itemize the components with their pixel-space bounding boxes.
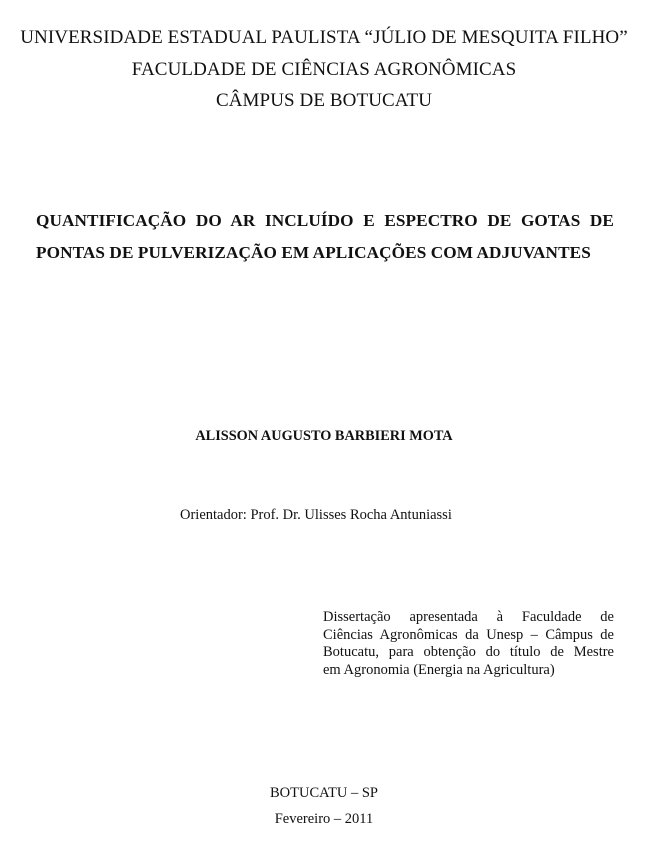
- university-name: UNIVERSIDADE ESTADUAL PAULISTA “JÚLIO DE MESQUITA FILHO”: [20, 27, 628, 48]
- thesis-title-line-2: PONTAS DE PULVERIZAÇÃO EM APLICAÇÕES COM ADJUVANTES: [36, 243, 591, 262]
- dissertation-line: Botucatu, para obtenção do título de Mestre: [323, 644, 614, 660]
- dissertation-statement: [323, 609, 614, 679]
- author-name: ALISSON AUGUSTO BARBIERI MOTA: [195, 428, 453, 444]
- footer-place: BOTUCATU – SP: [270, 785, 378, 801]
- footer-date: Fevereiro – 2011: [274, 811, 374, 827]
- dissertation-line: Ciências Agronômicas da Unesp – Câmpus de: [323, 626, 614, 643]
- advisor: Orientador: Prof. Dr. Ulisses Rocha Antuniassi: [180, 507, 452, 523]
- faculty-name: FACULDADE DE CIÊNCIAS AGRONÔMICAS: [131, 59, 517, 80]
- dissertation-line: em Agronomia (Energia na Agricultura): [323, 661, 555, 678]
- campus-name: CÂMPUS DE BOTUCATU: [215, 90, 433, 111]
- dissertation-line: Dissertação apresentada à Faculdade de: [323, 609, 614, 625]
- thesis-title-line-1: QUANTIFICAÇÃO DO AR INCLUÍDO E ESPECTRO DE GOTAS DE: [36, 211, 614, 230]
